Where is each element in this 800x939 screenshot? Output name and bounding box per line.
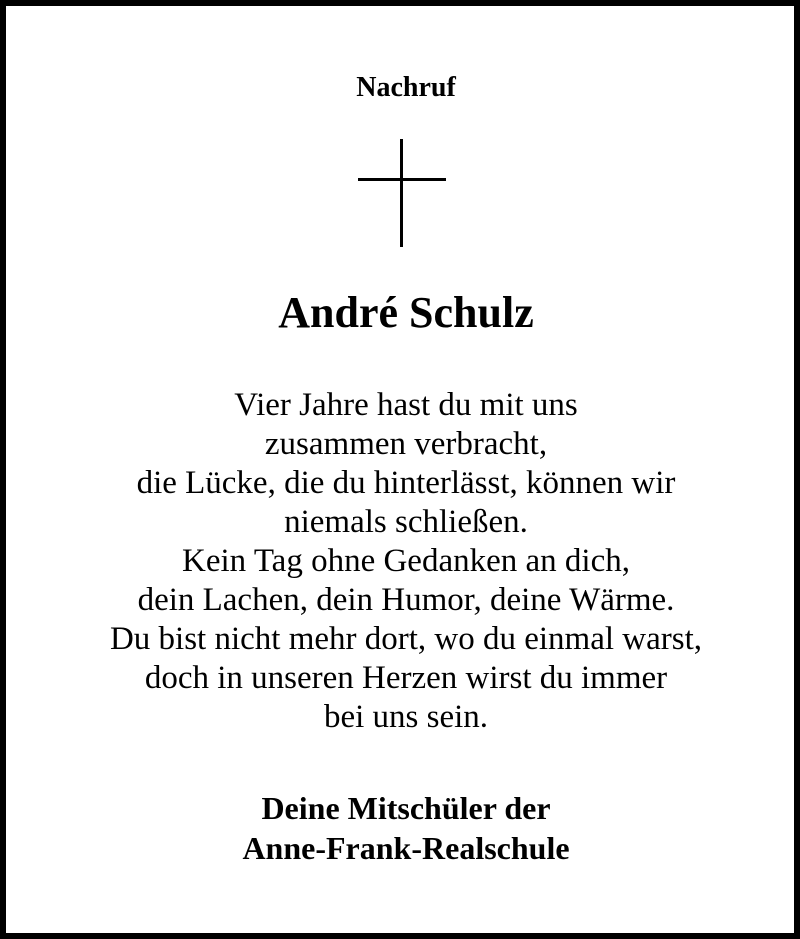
poem-line: dein Lachen, dein Humor, deine Wärme. [137,582,675,618]
poem-line: Du bist nicht mehr dort, wo du einmal warst, [109,621,703,657]
poem-line: zusammen verbracht, [264,426,548,462]
poem-line: doch in unseren Herzen wirst du immer [144,660,668,696]
poem-line: niemals schließen. [284,504,528,540]
deceased-name: André Schulz [278,288,534,337]
signature-line: Deine Mitschüler der [261,790,551,826]
memorial-poem [6,386,800,737]
signature-line: Anne-Frank-Realschule [242,830,570,866]
poem-line: die Lücke, die du hinterlässt, können wir [136,465,676,501]
poem-line: Vier Jahre hast du mit uns [234,387,578,423]
cross-icon [358,139,446,247]
cross-vertical-bar [400,139,403,247]
poem-line: Kein Tag ohne Gedanken an dich, [182,543,630,579]
signature [6,788,800,868]
poem-line: bei uns sein. [323,699,489,735]
notice-heading: Nachruf [356,72,456,103]
cross-horizontal-bar [358,178,446,181]
